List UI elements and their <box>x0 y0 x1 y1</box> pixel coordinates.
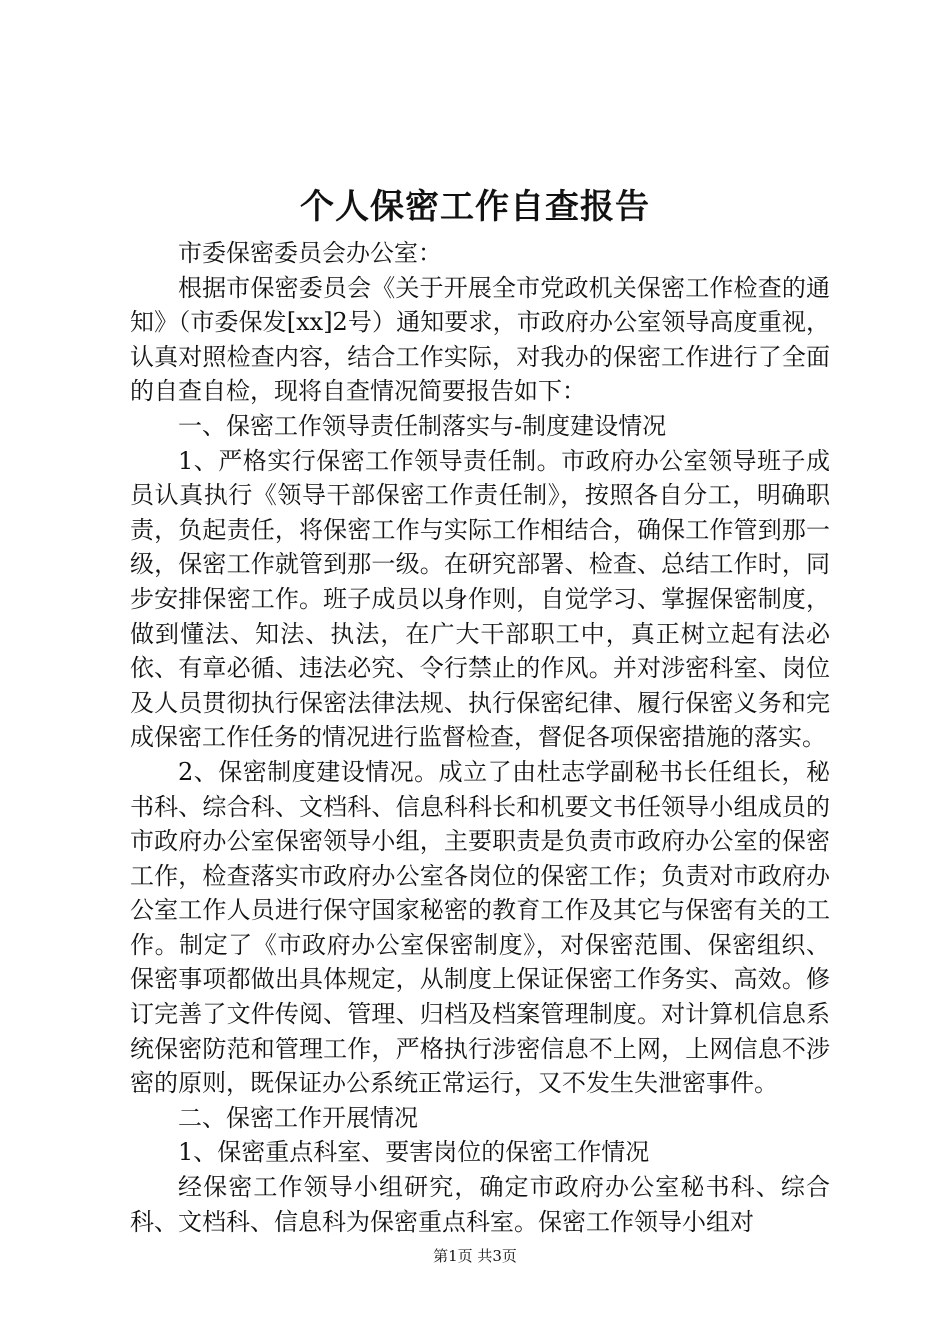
paragraph-intro: 根据市保密委员会《关于开展全市党政机关保密工作检查的通知》（市委保发[xx]2号）通知要求，市政府办公室领导高度重视，认真对照检查内容，结合工作实际，对我办的保密工作进行了全面的自查自检，现将自查情况简要报告如下： <box>130 273 830 406</box>
section-heading-2: 二、保密工作开展情况 <box>178 1103 418 1132</box>
section-heading-1: 一、保密工作领导责任制落实与-制度建设情况 <box>178 411 667 440</box>
document-title: 个人保密工作自查报告 <box>300 187 650 227</box>
document-body <box>130 236 830 1239</box>
subsection-heading: 1、保密重点科室、要害岗位的保密工作情况 <box>178 1138 650 1167</box>
page-footer: 第1页 共3页 <box>433 1247 517 1265</box>
paragraph-responsibility: 1、严格实行保密工作领导责任制。市政府办公室领导班子成员认真执行《领导干部保密工作责任制》，按照各自分工，明确职责，负起责任，将保密工作与实际工作相结合，确保工作管到那一级，保密工作就管到那一级。在研究部署、检查、总结工作时，同步安排保密工作。班子成员以身作则，自觉学习、掌握保密制度，做到懂法、知法、执法，在广大干部职工中，真正树立起有法必依、有章必循、违法必究、令行禁止的作风。并对涉密科室、岗位及人员贯彻执行保密法律法规、执行保密纪律、履行保密义务和完成保密工作任务的情况进行监督检查，督促各项保密措施的落实。 <box>130 446 830 752</box>
paragraph-key-departments: 经保密工作领导小组研究，确定市政府办公室秘书科、综合科、文档科、信息科为保密重点科室。保密工作领导小组对 <box>130 1173 830 1236</box>
paragraph-salutation: 市委保密委员会办公室： <box>178 239 442 267</box>
paragraph-system-building: 2、保密制度建设情况。成立了由杜志学副秘书长任组长，秘书科、综合科、文档科、信息科科长和机要文书任领导小组成员的市政府办公室保密领导小组，主要职责是负责市政府办公室的保密工作，检查落实市政府办公室各岗位的保密工作；负责对市政府办公室工作人员进行保守国家秘密的教育工作及其它与保密有关的工作。制定了《市政府办公室保密制度》，对保密范围、保密组织、保密事项都做出具体规定，从制度上保证保密工作务实、高效。修订完善了文件传阅、管理、归档及档案管理制度。对计算机信息系统保密防范和管理工作，严格执行涉密信息不上网，上网信息不涉密的原则，既保证办公系统正常运行，又不发生失泄密事件。 <box>130 757 830 1098</box>
